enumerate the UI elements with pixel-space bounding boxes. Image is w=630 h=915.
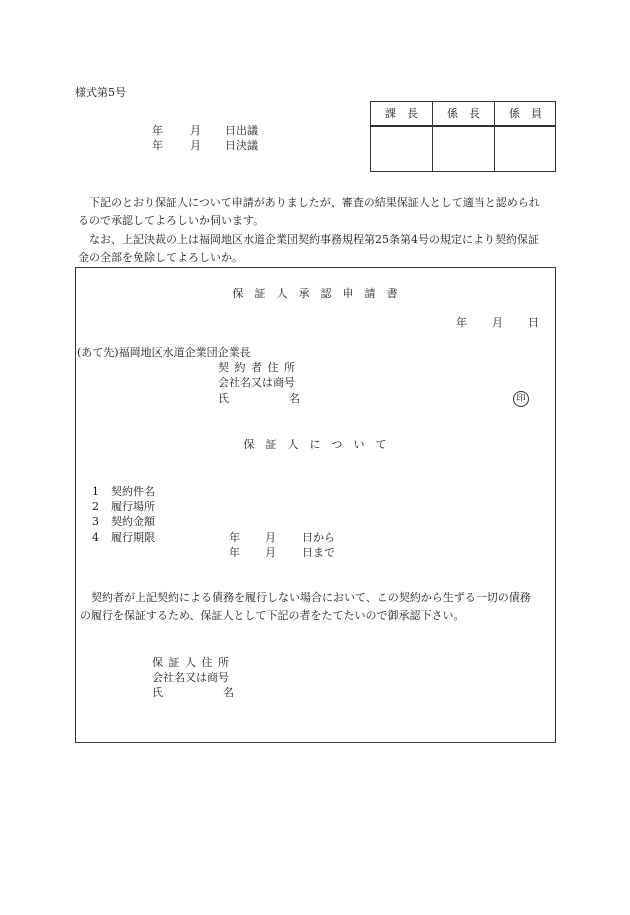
intro-paragraph-1 — [78, 194, 544, 230]
decision-year: 年 — [152, 139, 163, 152]
contractor-address-label: 契 約 者 住 所 — [218, 361, 296, 374]
contractor-company-label: 会社名又は商号 — [218, 376, 295, 389]
guarantor-company-label: 会社名又は商号 — [152, 671, 229, 684]
approval-table — [370, 101, 556, 172]
contractor-name-label-1: 氏 — [218, 392, 229, 405]
approval-header-subsection-chief: 係 長 — [433, 102, 494, 126]
period-to-year: 年 — [229, 546, 240, 559]
period-from-day: 日から — [302, 531, 335, 544]
application-date-year: 年 — [456, 316, 467, 329]
guarantor-section-title: 保 証 人 に つ い て — [243, 438, 387, 451]
period-to-month: 月 — [265, 546, 276, 559]
item-number: 3 — [92, 515, 99, 528]
proposal-year: 年 — [152, 124, 163, 137]
intro-paragraph-1-text: 下記のとおり保証人について申請がありましたが、審査の結果保証人として適当と認められるので承認してよろしいか伺います。 — [78, 196, 540, 227]
item-label: 契約金額 — [111, 515, 155, 528]
approval-stamp-cell-staff[interactable] — [495, 127, 556, 172]
intro-paragraph-2 — [78, 231, 544, 267]
approval-stamp-cell-subsection-chief[interactable] — [433, 127, 494, 172]
proposal-month: 月 — [190, 124, 201, 137]
period-from-month: 月 — [265, 531, 276, 544]
item-label: 履行期限 — [111, 531, 155, 544]
decision-day-label: 日決議 — [225, 139, 258, 152]
approval-header-section-chief: 課 長 — [371, 102, 432, 126]
approval-stamp-cell-section-chief[interactable] — [371, 127, 432, 172]
item-number: 4 — [92, 531, 99, 544]
decision-month: 月 — [190, 139, 201, 152]
item-label: 契約件名 — [111, 485, 155, 498]
application-title: 保 証 人 承 認 申 請 書 — [232, 287, 398, 300]
form-number: 様式第5号 — [75, 86, 126, 99]
item-number: 2 — [92, 500, 99, 513]
application-date-day: 日 — [528, 316, 539, 329]
item-number: 1 — [92, 485, 99, 498]
application-date-month: 月 — [492, 316, 503, 329]
addressee: (あて先)福岡地区水道企業団企業長 — [77, 346, 251, 359]
intro-paragraph-2-text: なお、上記決裁の上は福岡地区水道企業団契約事務規程第25条第4号の規定により契約保証金の全部を免除してよろしいか。 — [78, 233, 539, 264]
guarantee-statement — [80, 589, 540, 625]
guarantor-name-label-1: 氏 — [152, 686, 163, 699]
contractor-name-label-2: 名 — [289, 392, 300, 405]
guarantee-statement-text: 契約者が上記契約による債務を履行しない場合において、この契約から生ずる一切の債務の履行を保証するため、保証人として下記の者をたてたいので御承認下さい。 — [80, 591, 531, 622]
period-to-day: 日まで — [302, 546, 335, 559]
proposal-day-label: 日出議 — [225, 124, 258, 137]
seal-icon: 印 — [513, 391, 529, 407]
guarantor-name-label-2: 名 — [223, 686, 234, 699]
item-label: 履行場所 — [111, 500, 155, 513]
approval-header-staff: 係 員 — [495, 102, 556, 126]
guarantor-address-label: 保 証 人 住 所 — [152, 656, 230, 669]
period-from-year: 年 — [229, 531, 240, 544]
